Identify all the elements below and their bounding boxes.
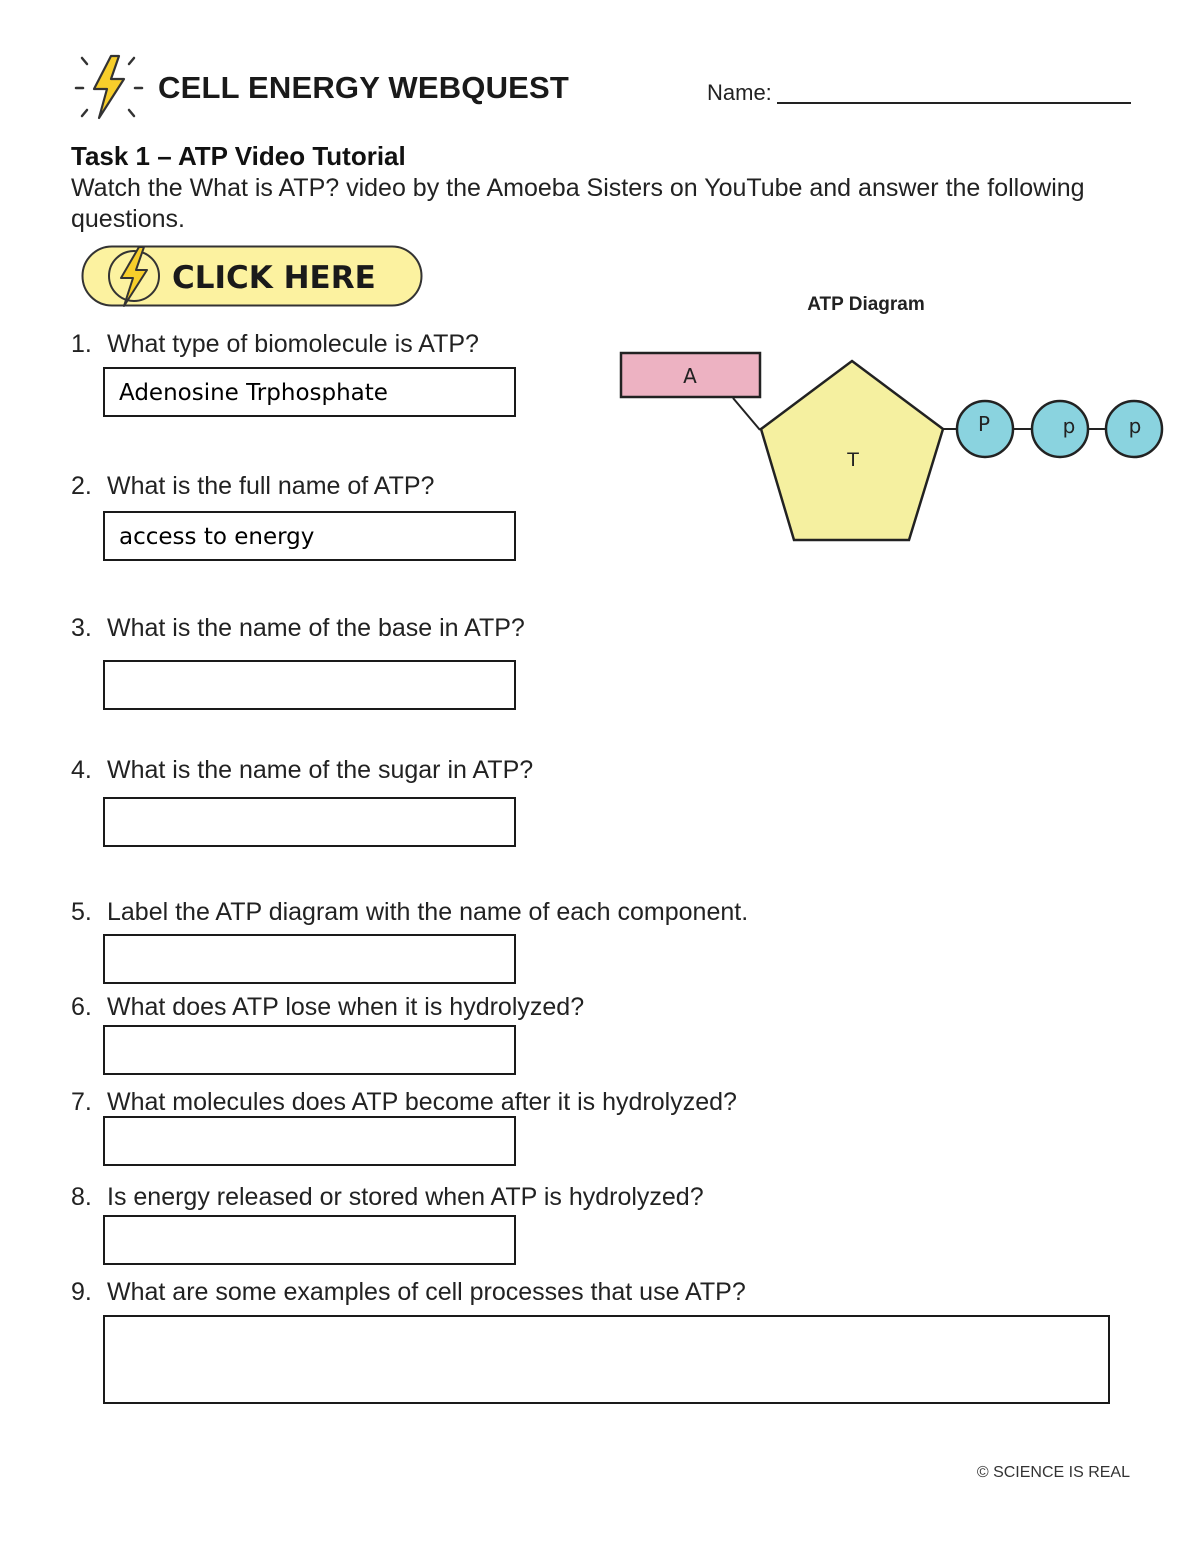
answer-box-8[interactable] — [103, 1215, 516, 1265]
click-here-label: CLICK HERE — [172, 260, 376, 296]
question-2: 2. What is the full name of ATP? — [71, 472, 435, 500]
copyright-footer: © SCIENCE IS REAL — [976, 1464, 1130, 1481]
answer-box-9[interactable] — [103, 1315, 1110, 1404]
sugar-label: T — [847, 449, 859, 471]
base-label: A — [683, 364, 697, 388]
phosphate-1-label: P — [977, 412, 991, 436]
click-here-button[interactable] — [81, 245, 423, 307]
name-input-line[interactable] — [777, 102, 1131, 104]
atp-diagram — [600, 340, 1170, 555]
question-7: 7. What molecules does ATP become after it is hydrolyzed? — [71, 1088, 737, 1116]
phosphate-3-label: p — [1128, 414, 1142, 438]
question-9: 9. What are some examples of cell processes that use ATP? — [71, 1278, 746, 1306]
task-description: Watch the What is ATP? video by the Amoeba Sisters on YouTube and answer the following questions. — [71, 174, 1085, 233]
question-8: 8. Is energy released or stored when ATP is hydrolyzed? — [71, 1183, 704, 1211]
answer-box-7[interactable] — [103, 1116, 516, 1166]
diagram-title: ATP Diagram — [807, 294, 925, 315]
phosphate-2-label: p — [1062, 414, 1076, 438]
page-title: CELL ENERGY WEBQUEST — [158, 70, 570, 105]
phosphate-2 — [1032, 401, 1088, 457]
answer-box-4[interactable] — [103, 797, 516, 847]
question-5: 5. Label the ATP diagram with the name of each component. — [71, 898, 749, 926]
name-label: Name: — [707, 80, 772, 105]
lightning-logo-icon — [72, 52, 146, 127]
question-1: 1. What type of biomolecule is ATP? — [71, 330, 479, 358]
answer-box-6[interactable] — [103, 1025, 516, 1075]
answer-box-5[interactable] — [103, 934, 516, 984]
question-4: 4. What is the name of the sugar in ATP? — [71, 756, 534, 784]
task-title: Task 1 – ATP Video Tutorial — [71, 141, 406, 171]
question-6: 6. What does ATP lose when it is hydrolyzed? — [71, 993, 585, 1021]
answer-box-3[interactable] — [103, 660, 516, 710]
answer-box-1[interactable]: Adenosine Trphosphate — [103, 367, 516, 417]
question-3: 3. What is the name of the base in ATP? — [71, 614, 525, 642]
answer-box-2[interactable]: access to energy — [103, 511, 516, 561]
